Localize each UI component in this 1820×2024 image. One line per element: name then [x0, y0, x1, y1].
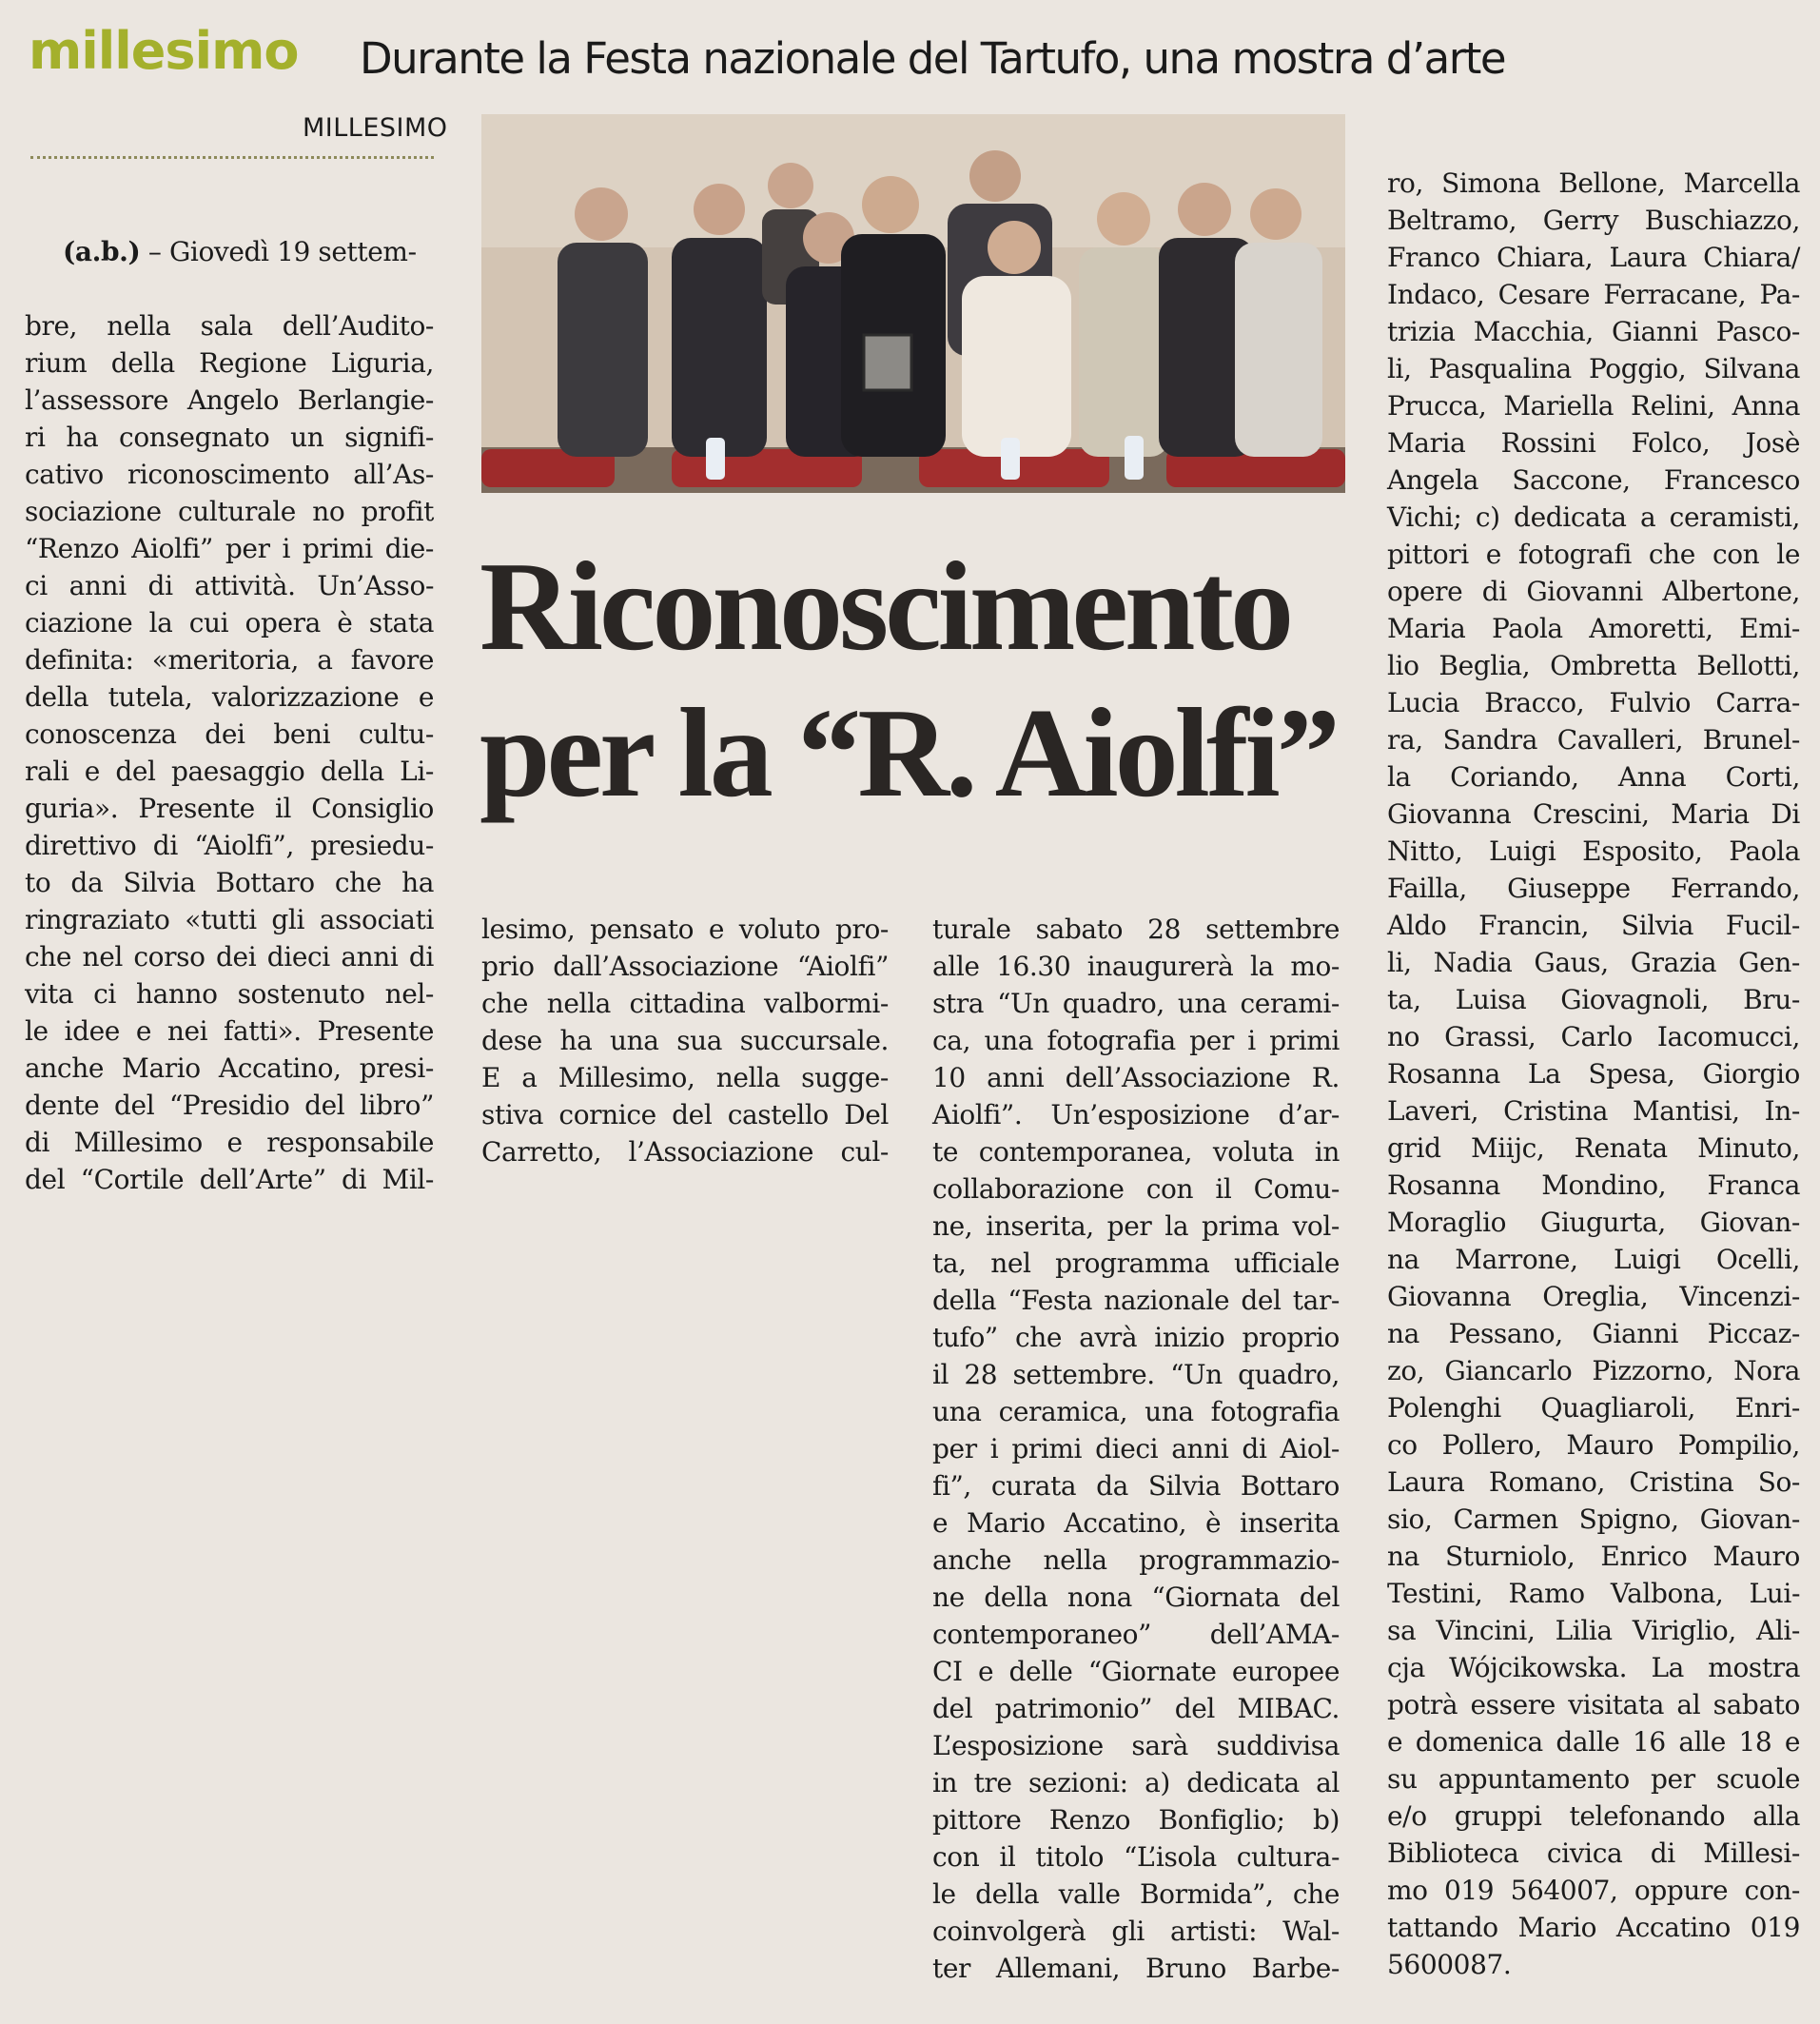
- article-column-1: [25, 196, 434, 1235]
- text-line: rali e del paesaggio della Li-: [25, 756, 434, 787]
- text-line: ri ha consegnato un signifi-: [25, 422, 434, 453]
- text-line: su appuntamento per scuole: [1387, 1763, 1800, 1795]
- text-line: Polenghi Quagliaroli, Enri-: [1387, 1392, 1800, 1424]
- text-line: opere di Giovanni Albertone,: [1387, 576, 1800, 607]
- article-column-2: [481, 874, 889, 1208]
- text-line: li, Pasqualina Poggio, Silvana: [1387, 353, 1800, 384]
- text-line: direttivo di “Aiolfi”, presiedu-: [25, 830, 434, 861]
- text-line: Testini, Ramo Valbona, Lui-: [1387, 1578, 1800, 1609]
- text-line: rium della Regione Liguria,: [25, 347, 434, 379]
- text-line: anche Mario Accatino, presi-: [25, 1052, 434, 1084]
- text-line: Indaco, Cesare Ferracane, Pa-: [1387, 279, 1800, 310]
- text-line: collaborazione con il Comu-: [932, 1173, 1340, 1205]
- text-line: E a Millesimo, nella sugge-: [481, 1062, 889, 1093]
- text-line: te contemporanea, voluta in: [932, 1136, 1340, 1168]
- text-line: che nel corso dei dieci anni di: [25, 941, 434, 973]
- text-line: Beltramo, Gerry Buschiazzo,: [1387, 205, 1800, 236]
- text-line: no Grassi, Carlo Iacomucci,: [1387, 1021, 1800, 1052]
- text-line: li, Nadia Gaus, Grazia Gen-: [1387, 947, 1800, 978]
- text-line: ringraziato «tutti gli associati: [25, 904, 434, 935]
- text-line: Moraglio Giugurta, Giovan-: [1387, 1207, 1800, 1238]
- text-line: zo, Giancarlo Pizzorno, Nora: [1387, 1355, 1800, 1386]
- text-line: Maria Paola Amoretti, Emi-: [1387, 613, 1800, 644]
- text-line: il 28 settembre. “Un quadro,: [932, 1359, 1340, 1390]
- headline-line-2: per la “R. Aiolfi”: [479, 682, 1337, 823]
- text-line: le idee e nei fatti». Presente: [25, 1015, 434, 1047]
- text-line: sa Vincini, Lilia Viriglio, Ali-: [1387, 1615, 1800, 1646]
- text-line: sio, Carmen Spigno, Giovan-: [1387, 1503, 1800, 1535]
- text-line: na Sturniolo, Enrico Mauro: [1387, 1541, 1800, 1572]
- text-line: l’assessore Angelo Berlangie-: [25, 384, 434, 416]
- text-line: Angela Saccone, Francesco: [1387, 464, 1800, 496]
- text-line: na Pessano, Gianni Piccaz-: [1387, 1318, 1800, 1349]
- text-line: definita: «meritoria, a favore: [25, 644, 434, 676]
- text-line: co Pollero, Mauro Pompilio,: [1387, 1429, 1800, 1461]
- text-line: le della valle Bormida”, che: [932, 1878, 1340, 1910]
- text-line: Maria Rossini Folco, Josè: [1387, 427, 1800, 459]
- text-line: ci anni di attività. Un’Asso-: [25, 570, 434, 601]
- text-line: Aiolfi”. Un’esposizione d’ar-: [932, 1099, 1340, 1130]
- text-line: e/o gruppi telefonando alla: [1387, 1800, 1800, 1832]
- text-line: anche nella programmazio-: [932, 1544, 1340, 1576]
- text-line: Rosanna La Spesa, Giorgio: [1387, 1058, 1800, 1090]
- text-line: in tre sezioni: a) dedicata al: [932, 1767, 1340, 1798]
- text-line: Biblioteca civica di Millesi-: [1387, 1837, 1800, 1869]
- col4-lines: [1387, 165, 1800, 1983]
- text-line: Failla, Giuseppe Ferrando,: [1387, 873, 1800, 904]
- text-line: stra “Un quadro, una cerami-: [932, 988, 1340, 1019]
- text-line: pittore Renzo Bonfiglio; b): [932, 1804, 1340, 1836]
- text-line: vita ci hanno sostenuto nel-: [25, 978, 434, 1010]
- text-line: fi”, curata da Silvia Bottaro: [932, 1470, 1340, 1502]
- text-line: e Mario Accatino, è inserita: [932, 1507, 1340, 1539]
- text-line: “Renzo Aiolfi” per i primi die-: [25, 533, 434, 564]
- text-line: grid Miijc, Renata Minuto,: [1387, 1132, 1800, 1164]
- text-line: contemporaneo” dell’AMA-: [932, 1619, 1340, 1650]
- text-line: Vichi; c) dedicata a ceramisti,: [1387, 501, 1800, 533]
- text-line: ciazione la cui opera è stata: [25, 607, 434, 639]
- col1-lines: [25, 307, 434, 1198]
- text-line: lio Beglia, Ombretta Bellotti,: [1387, 650, 1800, 681]
- text-line: bre, nella sala dell’Audito-: [25, 310, 434, 342]
- col1-line-0: Giovedì 19 settem-: [168, 236, 417, 267]
- text-line: guria». Presente il Consiglio: [25, 793, 434, 824]
- text-line: na Marrone, Luigi Ocelli,: [1387, 1244, 1800, 1275]
- main-headline: [479, 533, 1364, 826]
- text-line: mo 019 564007, oppure con-: [1387, 1875, 1800, 1906]
- text-line: trizia Macchia, Gianni Pasco-: [1387, 316, 1800, 347]
- text-line: pittori e fotografi che con le: [1387, 539, 1800, 570]
- text-line: una ceramica, una fotografia: [932, 1396, 1340, 1427]
- dotted-rule: [30, 156, 434, 159]
- text-line: ne della nona “Giornata del: [932, 1582, 1340, 1613]
- text-line: dente del “Presidio del libro”: [25, 1090, 434, 1121]
- text-line: ra, Sandra Cavalleri, Brunel-: [1387, 724, 1800, 756]
- kicker-headline: Durante la Festa nazionale del Tartufo, una mostra d’arte: [360, 33, 1506, 84]
- dateline: MILLESIMO: [303, 113, 448, 143]
- text-line: cja Wójcikowska. La mostra: [1387, 1652, 1800, 1683]
- text-line: ne, inserita, per la prima vol-: [932, 1210, 1340, 1242]
- article-column-3: [932, 874, 1340, 2024]
- col3-lines: [932, 911, 1340, 1987]
- text-line: stiva cornice del castello Del: [481, 1099, 889, 1130]
- text-line: conoscenza dei beni cultu-: [25, 718, 434, 750]
- text-line: Nitto, Luigi Esposito, Paola: [1387, 835, 1800, 867]
- text-line: Giovanna Oreglia, Vincenzi-: [1387, 1281, 1800, 1312]
- text-line: Rosanna Mondino, Franca: [1387, 1169, 1800, 1201]
- text-line: tattando Mario Accatino 019: [1387, 1912, 1800, 1943]
- text-line: alle 16.30 inaugurerà la mo-: [932, 951, 1340, 982]
- text-line: turale sabato 28 settembre: [932, 914, 1340, 945]
- text-line: potrà essere visitata al sabato: [1387, 1689, 1800, 1720]
- text-line: to da Silvia Bottaro che ha: [25, 867, 434, 898]
- group-photo: [481, 114, 1345, 493]
- text-line: cativo riconoscimento all’As-: [25, 459, 434, 490]
- text-line: Lucia Bracco, Fulvio Carra-: [1387, 687, 1800, 718]
- group-photo-illustration: [481, 114, 1345, 493]
- text-line: coinvolgerà gli artisti: Wal-: [932, 1916, 1340, 1947]
- text-line: con il titolo “L’isola cultura-: [932, 1841, 1340, 1873]
- text-line: ta, Luisa Giovagnoli, Bru-: [1387, 984, 1800, 1015]
- text-line: Prucca, Mariella Relini, Anna: [1387, 390, 1800, 422]
- text-line: dese ha una sua succursale.: [481, 1025, 889, 1056]
- headline-line-1: Riconoscimento: [479, 536, 1291, 677]
- text-line: L’esposizione sarà suddivisa: [932, 1730, 1340, 1761]
- text-line: del patrimonio” del MIBAC.: [932, 1693, 1340, 1724]
- text-line: che nella cittadina valbormi-: [481, 988, 889, 1019]
- text-line: Giovanna Crescini, Maria Di: [1387, 798, 1800, 830]
- text-line: del “Cortile dell’Arte” di Mil-: [25, 1164, 434, 1195]
- text-line: prio dall’Associazione “Aiolfi”: [481, 951, 889, 982]
- text-line: della tutela, valorizzazione e: [25, 681, 434, 713]
- text-line: 10 anni dell’Associazione R.: [932, 1062, 1340, 1093]
- text-line: la Coriando, Anna Corti,: [1387, 761, 1800, 793]
- section-label: millesimo: [29, 21, 299, 81]
- col2-lines: [481, 911, 889, 1170]
- byline: (a.b.): [63, 236, 141, 267]
- text-line: tufo” che avrà inizio proprio: [932, 1322, 1340, 1353]
- text-line: ta, nel programma ufficiale: [932, 1248, 1340, 1279]
- text-line: per i primi dieci anni di Aiol-: [932, 1433, 1340, 1464]
- text-line: e domenica dalle 16 alle 18 e: [1387, 1726, 1800, 1758]
- text-line: Carretto, l’Associazione cul-: [481, 1136, 889, 1168]
- text-line: di Millesimo e responsabile: [25, 1127, 434, 1158]
- text-line: della “Festa nazionale del tar-: [932, 1285, 1340, 1316]
- text-line: Aldo Francin, Silvia Fucil-: [1387, 910, 1800, 941]
- text-line: ca, una fotografia per i primi: [932, 1025, 1340, 1056]
- text-line: ro, Simona Bellone, Marcella: [1387, 167, 1800, 199]
- text-line: ter Allemani, Bruno Barbe-: [932, 1953, 1340, 1984]
- text-line: Laveri, Cristina Mantisi, In-: [1387, 1095, 1800, 1127]
- text-line: 5600087.: [1387, 1949, 1512, 1980]
- text-line: CI e delle “Giornate europee: [932, 1656, 1340, 1687]
- text-line: Franco Chiara, Laura Chiara/: [1387, 242, 1800, 273]
- text-line: lesimo, pensato e voluto pro-: [481, 914, 889, 945]
- article-column-4: [1387, 128, 1800, 2020]
- col1-first-line: (a.b.) – Giovedì 19 settem-: [63, 236, 417, 267]
- text-line: Laura Romano, Cristina So-: [1387, 1466, 1800, 1498]
- text-line: sociazione culturale no profit: [25, 496, 434, 527]
